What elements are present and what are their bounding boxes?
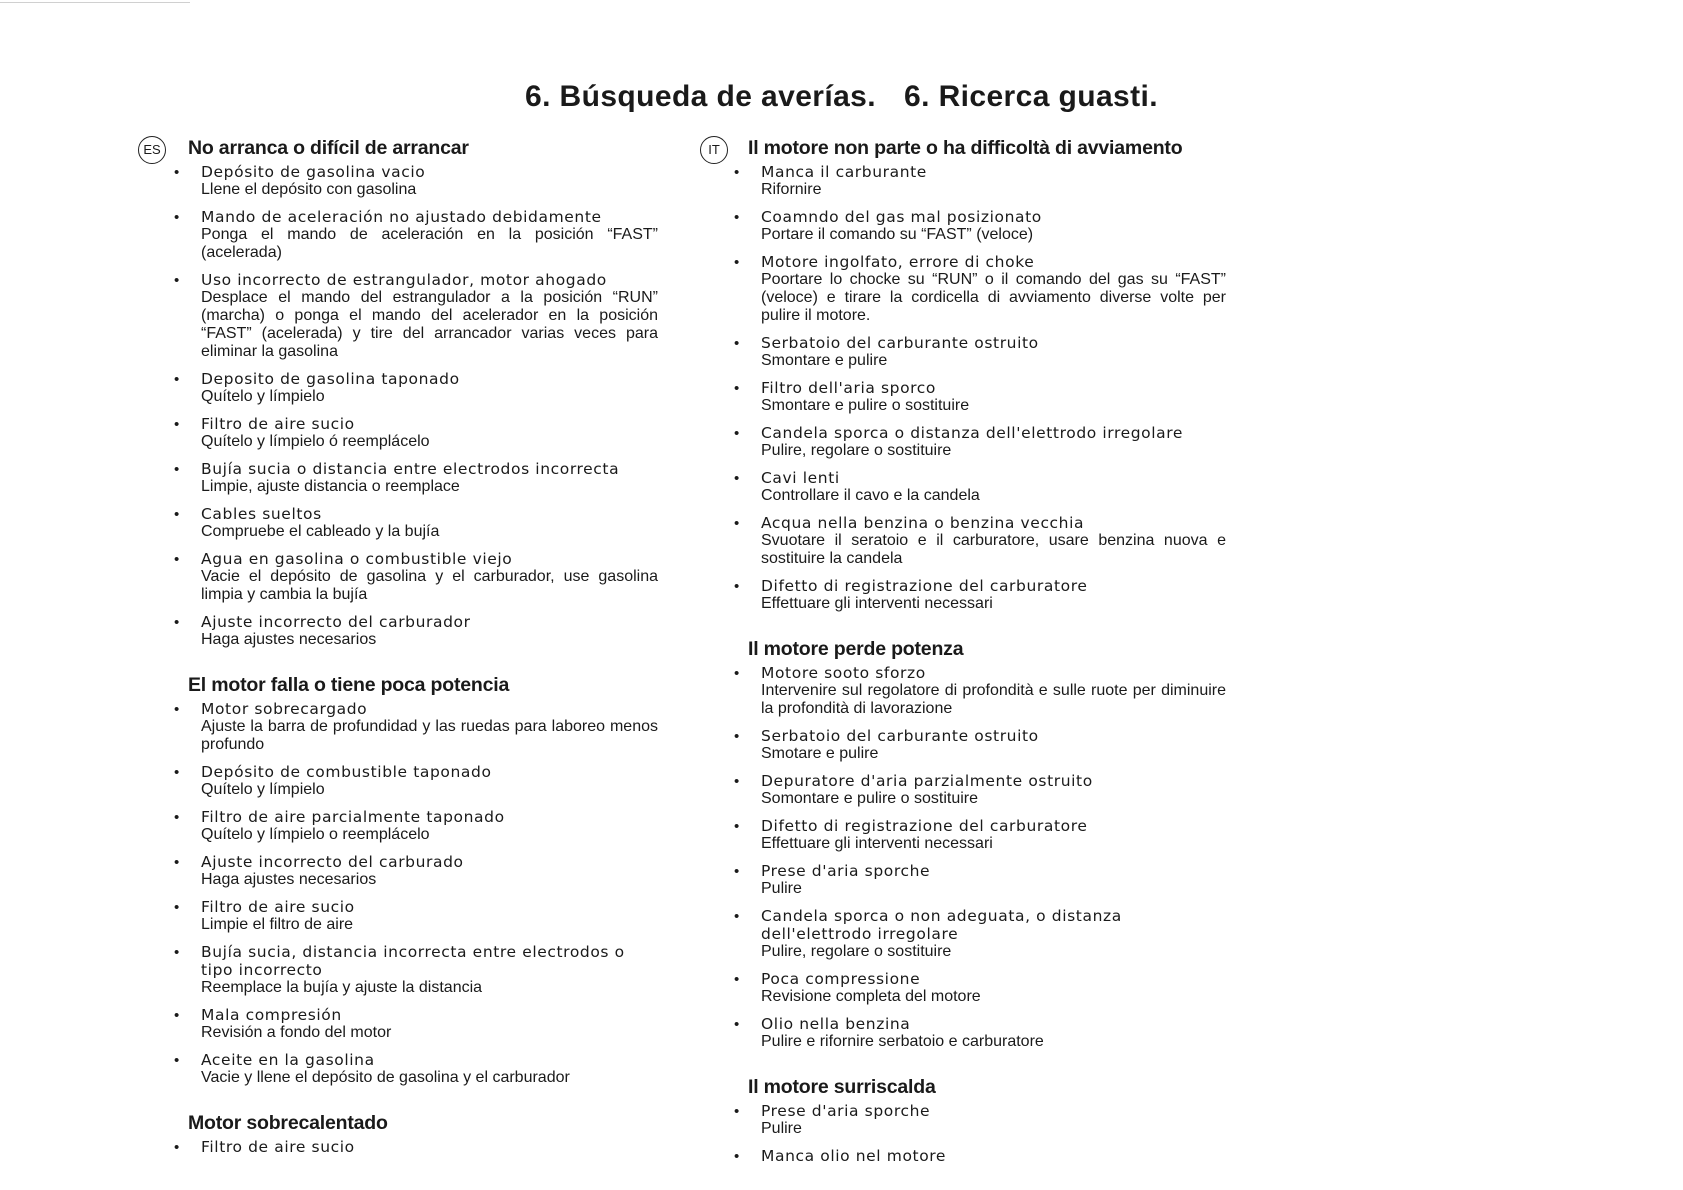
troubleshooting-section: [734, 136, 1226, 613]
bullet-icon: •: [174, 899, 180, 916]
problem-text: Aceite en la gasolina: [201, 1051, 375, 1069]
bullet-icon: •: [734, 1103, 740, 1120]
bullet-icon: •: [734, 425, 740, 442]
remedy-text: Ajuste la barra de profundidad y las ruedas para laboreo menos profundo: [201, 718, 658, 753]
list-item: [734, 1147, 1226, 1165]
list-item: [734, 1015, 1226, 1051]
problem-text: Agua en gasolina o combustible viejo: [201, 550, 513, 568]
problem-text: Motore ingolfato, errore di choke: [761, 253, 1035, 271]
remedy-text: Limpie, ajuste distancia o reemplace: [201, 478, 460, 495]
list-item: [174, 208, 658, 262]
problem-text: Manca il carburante: [761, 163, 927, 181]
remedy-text: Compruebe el cableado y la bujía: [201, 523, 440, 540]
list-item: [174, 943, 658, 997]
problem-text: Prese d'aria sporche: [761, 862, 931, 880]
bullet-icon: •: [174, 1052, 180, 1069]
bullet-icon: •: [174, 371, 180, 388]
remedy-text: Quítelo y límpielo: [201, 388, 325, 405]
problem-text: Acqua nella benzina o benzina vecchia: [761, 514, 1085, 532]
remedy-text: Haga ajustes necesarios: [201, 871, 377, 888]
section-title: Il motore non parte o ha difficoltà di avviamento: [748, 137, 1183, 159]
troubleshooting-section: [734, 1075, 1226, 1165]
bullet-icon: •: [734, 1016, 740, 1033]
remedy-text: Revisión a fondo del motor: [201, 1024, 392, 1041]
remedy-text: Pulire, regolare o sostituire: [761, 442, 952, 459]
bullet-icon: •: [174, 209, 180, 226]
problem-text: Ajuste incorrecto del carburado: [201, 853, 464, 871]
bullet-icon: •: [734, 578, 740, 595]
problem-text: Cables sueltos: [201, 505, 322, 523]
problem-text: Manca olio nel motore: [761, 1147, 947, 1165]
problem-text: Filtro de aire parcialmente taponado: [201, 808, 505, 826]
problem-text: Cavi lenti: [761, 469, 840, 487]
list-item: [734, 907, 1226, 961]
remedy-text: Quítelo y límpielo ó reemplácelo: [201, 433, 430, 450]
list-item: [174, 415, 658, 451]
bullet-icon: •: [174, 809, 180, 826]
problem-list: [734, 163, 1226, 613]
problem-text: Bujía sucia o distancia entre electrodos incorrecta: [201, 460, 620, 478]
problem-text: Candela sporca o non adeguata, o distanza dell'elettrodo irregolare: [761, 907, 1122, 943]
problem-text: Mala compresión: [201, 1006, 342, 1024]
remedy-text: Pulire, regolare o sostituire: [761, 943, 952, 960]
remedy-text: Pulire e rifornire serbatoio e carburatore: [761, 1033, 1044, 1050]
bullet-icon: •: [734, 470, 740, 487]
list-item: [174, 1006, 658, 1042]
remedy-text: Vacie y llene el depósito de gasolina y el carburador: [201, 1069, 570, 1086]
problem-text: Uso incorrecto de estrangulador, motor ahogado: [201, 271, 607, 289]
remedy-text: Pulire: [761, 880, 802, 897]
problem-text: Filtro de aire sucio: [201, 898, 355, 916]
bullet-icon: •: [734, 863, 740, 880]
problem-text: Mando de aceleración no ajustado debidamente: [201, 208, 602, 226]
bullet-icon: •: [174, 854, 180, 871]
bullet-icon: •: [174, 416, 180, 433]
problem-text: Depósito de combustible taponado: [201, 763, 492, 781]
list-item: [734, 970, 1226, 1006]
troubleshooting-sections: [734, 136, 1226, 1165]
list-item: [174, 271, 658, 361]
bullet-icon: •: [174, 272, 180, 289]
problem-text: Depósito de gasolina vacio: [201, 163, 426, 181]
remedy-text: Desplace el mando del estrangulador a la posición “RUN” (marcha) o ponga el mando del acelerador en la posición “FAST” (acelerada) y tire del arrancador varias veces para eliminar la gasolina: [201, 289, 658, 360]
problem-text: Filtro de aire sucio: [201, 415, 355, 433]
section-title: Motor sobrecalentado: [188, 1112, 388, 1134]
problem-list: [174, 163, 658, 649]
list-item: [734, 334, 1226, 370]
remedy-text: Smotare e pulire: [761, 745, 879, 762]
list-item: [174, 1138, 658, 1156]
problem-text: Prese d'aria sporche: [761, 1102, 931, 1120]
troubleshooting-section: [734, 637, 1226, 1051]
section-title: No arranca o difícil de arrancar: [188, 137, 469, 159]
list-item: [174, 700, 658, 754]
remedy-text: Intervenire sul regolatore di profondità e sulle ruote per diminuire la profondità di lavorazione: [761, 682, 1226, 717]
remedy-text: Somontare e pulire o sostituire: [761, 790, 978, 807]
bullet-icon: •: [174, 461, 180, 478]
section-title: Il motore perde potenza: [748, 638, 964, 660]
list-item: [734, 664, 1226, 718]
page-title: [0, 80, 1683, 114]
remedy-text: Controllare il cavo e la candela: [761, 487, 980, 504]
bullet-icon: •: [174, 551, 180, 568]
remedy-text: Pulire: [761, 1120, 802, 1137]
list-item: [734, 424, 1226, 460]
bullet-icon: •: [174, 1139, 180, 1156]
list-item: [174, 550, 658, 604]
remedy-text: Portare il comando su “FAST” (veloce): [761, 226, 1034, 243]
problem-list: [174, 700, 658, 1087]
remedy-text: Limpie el filtro de aire: [201, 916, 354, 933]
bullet-icon: •: [734, 1148, 740, 1165]
problem-text: Poca compressione: [761, 970, 921, 988]
remedy-text: Smontare e pulire o sostituire: [761, 397, 970, 414]
remedy-text: Quítelo y límpielo o reemplácelo: [201, 826, 430, 843]
list-item: [174, 163, 658, 199]
list-item: [174, 613, 658, 649]
remedy-text: Svuotare il seratoio e il carburatore, usare benzina nuova e sostituire la candela: [761, 532, 1226, 567]
remedy-text: Quítelo y límpielo: [201, 781, 325, 798]
bullet-icon: •: [734, 971, 740, 988]
problem-text: Candela sporca o distanza dell'elettrodo irregolare: [761, 424, 1184, 442]
list-item: [174, 505, 658, 541]
bullet-icon: •: [734, 164, 740, 181]
list-item: [734, 469, 1226, 505]
list-item: [734, 514, 1226, 568]
bullet-icon: •: [734, 773, 740, 790]
scan-edge-line: [0, 2, 190, 3]
column-italian: [708, 136, 1226, 1189]
list-item: [734, 379, 1226, 415]
problem-text: Depuratore d'aria parzialmente ostruito: [761, 772, 1093, 790]
section-title: Il motore surriscalda: [748, 1076, 936, 1098]
remedy-text: Revisione completa del motore: [761, 988, 981, 1005]
list-item: [734, 772, 1226, 808]
bullet-icon: •: [174, 701, 180, 718]
list-item: [174, 460, 658, 496]
section-title: El motor falla o tiene poca potencia: [188, 674, 510, 696]
bullet-icon: •: [734, 335, 740, 352]
troubleshooting-section: [174, 673, 658, 1087]
problem-text: Serbatoio del carburante ostruito: [761, 334, 1039, 352]
problem-text: Motor sobrecargado: [201, 700, 368, 718]
problem-list: [174, 1138, 658, 1156]
troubleshooting-section: [174, 136, 658, 649]
list-item: [174, 808, 658, 844]
troubleshooting-sections: [174, 136, 658, 1156]
bullet-icon: •: [734, 665, 740, 682]
bullet-icon: •: [734, 818, 740, 835]
problem-text: Difetto di registrazione del carburatore: [761, 577, 1088, 595]
page-title-it: 6. Ricerca guasti.: [904, 80, 1158, 113]
problem-text: Filtro de aire sucio: [201, 1138, 355, 1156]
problem-text: Difetto di registrazione del carburatore: [761, 817, 1088, 835]
bullet-icon: •: [734, 908, 740, 925]
bullet-icon: •: [734, 515, 740, 532]
bullet-icon: •: [174, 506, 180, 523]
problem-list: [734, 664, 1226, 1051]
list-item: [174, 898, 658, 934]
bullet-icon: •: [174, 614, 180, 631]
remedy-text: Ponga el mando de aceleración en la posición “FAST” (acelerada): [201, 226, 658, 261]
problem-text: Deposito de gasolina taponado: [201, 370, 460, 388]
list-item: [734, 727, 1226, 763]
problem-text: Bujía sucia, distancia incorrecta entre electrodos o tipo incorrecto: [201, 943, 625, 979]
problem-text: Olio nella benzina: [761, 1015, 911, 1033]
bullet-icon: •: [734, 728, 740, 745]
language-badge-es: ES: [138, 136, 166, 164]
list-item: [734, 1102, 1226, 1138]
remedy-text: Haga ajustes necesarios: [201, 631, 377, 648]
problem-text: Ajuste incorrecto del carburador: [201, 613, 471, 631]
bullet-icon: •: [174, 764, 180, 781]
bullet-icon: •: [174, 164, 180, 181]
remedy-text: Effettuare gli interventi necessari: [761, 835, 993, 852]
list-item: [174, 853, 658, 889]
list-item: [734, 817, 1226, 853]
remedy-text: Llene el depósito con gasolina: [201, 181, 417, 198]
column-spanish: [143, 136, 658, 1180]
problem-text: Motore sooto sforzo: [761, 664, 926, 682]
bullet-icon: •: [734, 380, 740, 397]
remedy-text: Vacie el depósito de gasolina y el carburador, use gasolina limpia y cambia la bujía: [201, 568, 658, 603]
bullet-icon: •: [174, 944, 180, 961]
problem-text: Filtro dell'aria sporco: [761, 379, 937, 397]
remedy-text: Reemplace la bujía y ajuste la distancia: [201, 979, 483, 996]
remedy-text: Poortare lo chocke su “RUN” o il comando del gas su “FAST” (veloce) e tirare la cordicella di avviamento diverse volte per pulire il motore.: [761, 271, 1226, 324]
remedy-text: Rifornire: [761, 181, 822, 198]
list-item: [734, 577, 1226, 613]
remedy-text: Effettuare gli interventi necessari: [761, 595, 993, 612]
list-item: [174, 763, 658, 799]
bullet-icon: •: [174, 1007, 180, 1024]
remedy-text: Smontare e pulire: [761, 352, 888, 369]
problem-list: [734, 1102, 1226, 1165]
bullet-icon: •: [734, 209, 740, 226]
bullet-icon: •: [734, 254, 740, 271]
list-item: [174, 1051, 658, 1087]
list-item: [734, 163, 1226, 199]
language-badge-it: IT: [700, 136, 728, 164]
list-item: [174, 370, 658, 406]
troubleshooting-section: [174, 1111, 658, 1156]
page-title-es: 6. Búsqueda de averías.: [524, 80, 877, 113]
problem-text: Serbatoio del carburante ostruito: [761, 727, 1039, 745]
list-item: [734, 862, 1226, 898]
problem-text: Coamndo del gas mal posizionato: [761, 208, 1042, 226]
list-item: [734, 253, 1226, 325]
list-item: [734, 208, 1226, 244]
